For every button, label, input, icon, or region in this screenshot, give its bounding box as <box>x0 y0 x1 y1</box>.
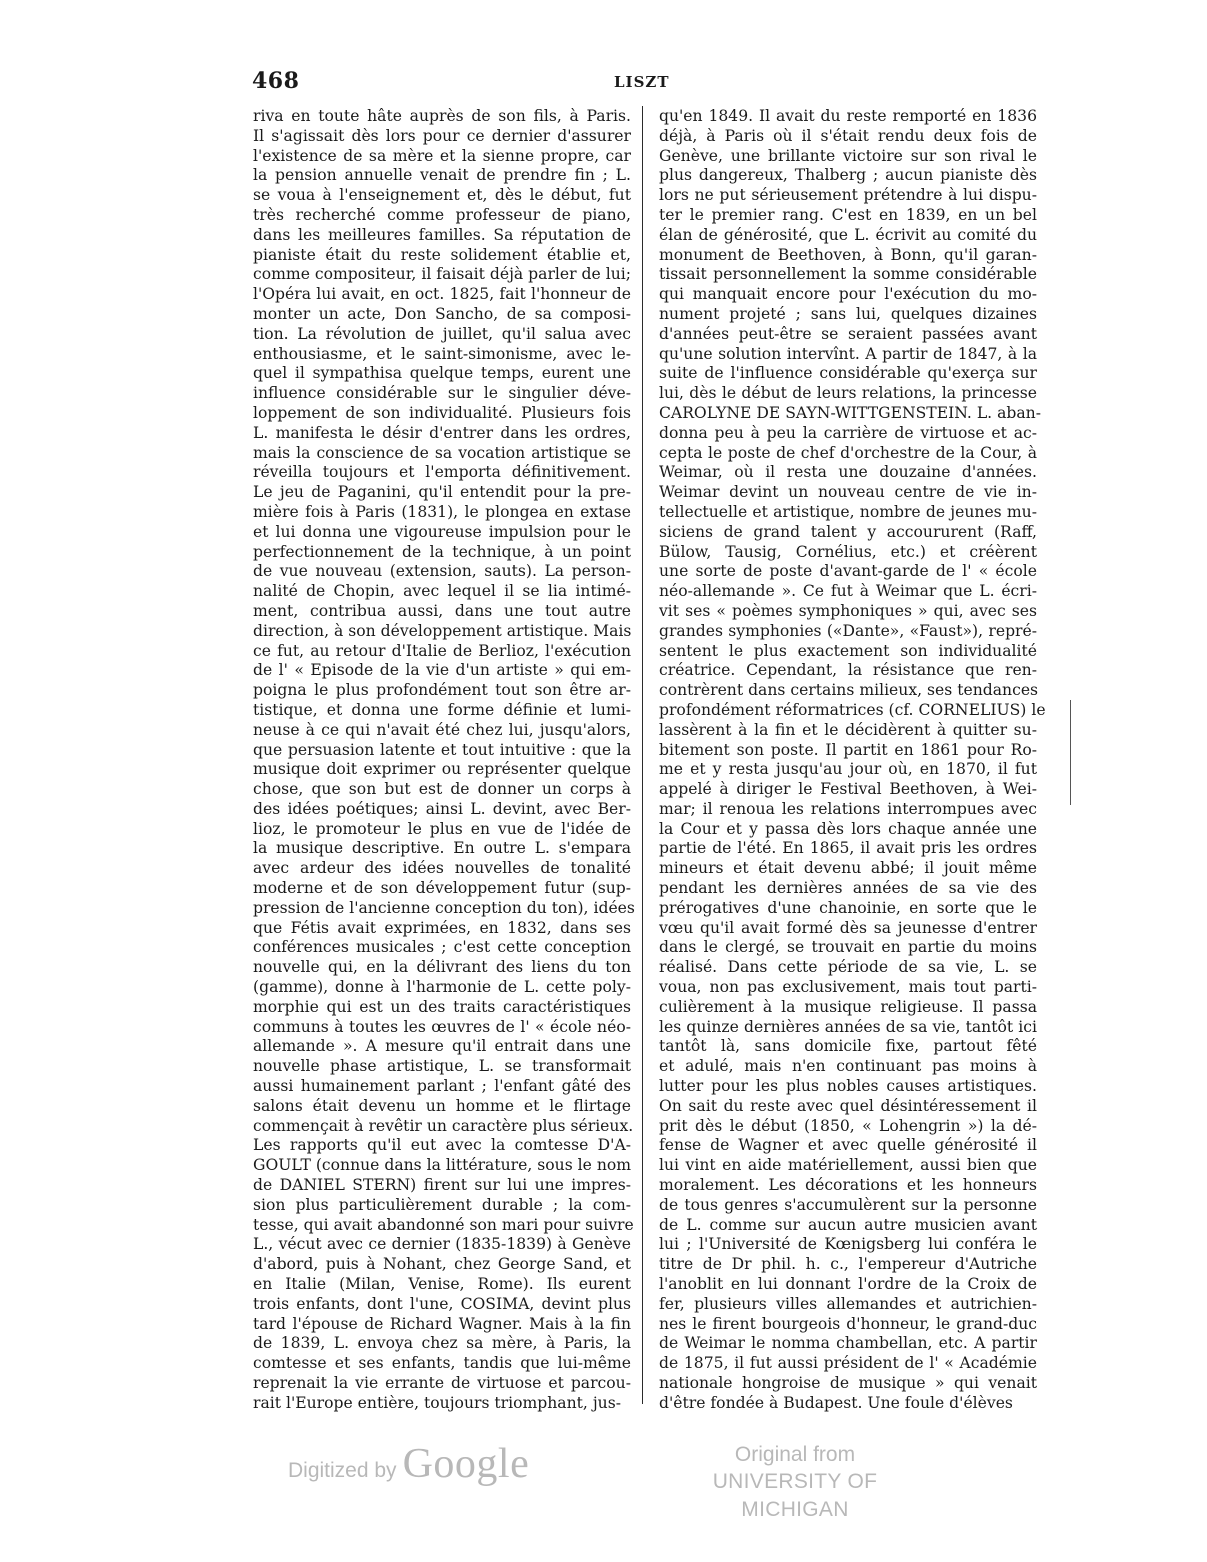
original-from-label: Original from <box>734 1443 856 1466</box>
text-line: lors ne put sérieusement prétendre à lui dispu- <box>659 186 1037 205</box>
text-line: rait l'Europe entière, toujours triomphant, jus- <box>253 1393 621 1412</box>
text-line: tissait personnellement la somme considérable <box>659 265 1037 284</box>
text-line: pendant les dernières années de sa vie des <box>659 879 1037 898</box>
text-line: loppement de son individualité. Plusieurs fois <box>253 403 631 422</box>
text-line: cepta le poste de chef d'orchestre de la Cour, à <box>659 443 1037 462</box>
text-line: vœu qu'il avait formé dès sa jeunesse d'entrer <box>659 918 1037 937</box>
text-line: donna peu à peu la carrière de virtuose et ac- <box>659 423 1037 442</box>
text-line: pression de l'ancienne conception du ton), idées <box>253 898 635 917</box>
text-line: Bülow, Tausig, Cornélius, etc.) et créèrent <box>659 542 1037 561</box>
text-line: qui manquait encore pour l'exécution du mo- <box>659 285 1037 304</box>
text-line: profondément réformatrices (cf. CORNELIUS) le <box>659 700 1046 719</box>
text-line: salons était devenu un homme et le flirtage <box>253 1096 631 1115</box>
text-line: On sait du reste avec quel désintéressement il <box>659 1096 1037 1115</box>
text-line: se voua à l'enseignement et, dès le début, fut <box>253 186 631 205</box>
text-line: conférences musicales ; c'est cette conception <box>253 938 631 957</box>
text-line: Genève, une brillante victoire sur son rival le <box>659 146 1037 165</box>
text-line: enthousiasme, et le saint-simonisme, avec le- <box>253 344 631 363</box>
text-line: nument projeté ; sans lui, quelques dizaines <box>659 304 1037 323</box>
text-line: riva en toute hâte auprès de son fils, à Paris. <box>253 107 631 125</box>
text-line: morphie qui est un des traits caractéristiques <box>253 997 631 1016</box>
text-line: contrèrent dans certains milieux, ses tendances <box>659 681 1039 700</box>
text-line: GOULT (connue dans la littérature, sous le nom <box>253 1156 632 1175</box>
text-line: monter un acte, Don Sancho, de sa composi- <box>253 304 631 323</box>
text-line: Le jeu de Paganini, qu'il entendit pour la pre- <box>253 483 631 502</box>
text-line: la pension annuelle venait de prendre fin ; L. <box>253 166 631 185</box>
text-line: tantôt là, sans domicile fixe, partout fêté <box>659 1037 1037 1056</box>
text-line: commençait à revêtir un caractère plus sérieux. <box>253 1116 634 1135</box>
digitized-by-watermark <box>288 1440 529 1488</box>
text-line: en Italie (Milan, Venise, Rome). Ils eurent <box>253 1275 631 1294</box>
text-line: CAROLYNE DE SAYN-WITTGENSTEIN. L. aban- <box>659 403 1041 422</box>
text-line: sentent le plus exactement son individualité <box>659 641 1037 660</box>
text-line: nalité de Chopin, avec lequel il se lia intimé- <box>253 582 631 601</box>
text-line: que persuasion latente et tout intuitive : que la <box>253 740 631 759</box>
text-line: grandes symphonies («Dante», «Faust»), repré- <box>659 621 1037 640</box>
text-line: trois enfants, dont l'une, COSIMA, devint plus <box>253 1294 631 1313</box>
text-line: ter le premier rang. C'est en 1839, en un bel <box>659 205 1037 224</box>
text-line: comtesse et ses enfants, tandis que lui-même <box>253 1354 631 1373</box>
text-line: lioz, le promoteur le plus en vue de l'idée de <box>253 819 631 838</box>
text-column-left <box>253 107 635 1414</box>
text-line: siciens de grand talent y accoururent (Raff, <box>659 522 1037 541</box>
text-line: de Weimar le nomma chambellan, etc. A partir <box>659 1334 1037 1353</box>
text-line: lui ; l'Université de Kœnigsberg lui conféra le <box>659 1235 1037 1254</box>
text-line: nouvelle phase artistique, L. se transformait <box>253 1057 631 1076</box>
text-line: prit dès le début (1850, « Lohengrin ») la dé- <box>659 1116 1037 1135</box>
text-line: des idées poétiques; ainsi L. devint, avec Ber- <box>253 799 631 818</box>
google-logo: Google <box>402 1441 530 1487</box>
text-line: lutter pour les plus nobles causes artistiques. <box>659 1077 1037 1096</box>
text-line: allemande ». A mesure qu'il entrait dans une <box>253 1037 631 1056</box>
column-divider <box>642 106 643 1404</box>
text-line: suite de l'influence considérable qu'exerça sur <box>659 364 1037 383</box>
text-line: communs à toutes les œuvres de l' « école néo- <box>253 1017 631 1036</box>
text-line: ment, contribua aussi, dans une tout autre <box>253 601 631 620</box>
text-line: L. manifesta le désir d'entrer dans les ordres, <box>253 423 631 442</box>
digitized-by-label: Digitized by <box>288 1459 397 1482</box>
text-line: nationale hongroise de musique » qui venait <box>659 1374 1037 1392</box>
text-line: Weimar, où il resta une douzaine d'années. <box>659 463 1037 482</box>
text-line: fense de Wagner et avec quelle générosité il <box>659 1136 1037 1155</box>
text-line: Les rapports qu'il eut avec la comtesse D'A- <box>253 1136 631 1155</box>
text-line: voua, non pas exclusivement, mais tout parti- <box>659 978 1037 997</box>
text-line: chose, que son but est de donner un corps à <box>253 780 631 799</box>
text-line: nouvelle qui, en la délivrant des liens du ton <box>253 958 631 977</box>
text-line: d'abord, puis à Nohant, chez George Sand, et <box>253 1255 631 1274</box>
text-line: les quinze dernières années de sa vie, tantôt ici <box>659 1017 1037 1036</box>
text-line: influence considérable sur le singulier déve- <box>253 384 631 403</box>
text-line: pianiste était du reste solidement établie et, <box>253 245 631 264</box>
text-line: de L. comme sur aucun autre musicien avant <box>659 1215 1037 1234</box>
text-line: tard l'épouse de Richard Wagner. Mais à la fin <box>253 1314 631 1333</box>
text-line: tellectuelle et artistique, nombre de jeunes mu- <box>659 502 1037 521</box>
text-line: lui, dès le début de leurs relations, la princesse <box>659 384 1037 403</box>
text-line: de 1875, il fut aussi président de l' « Académie <box>659 1354 1037 1373</box>
text-line: de tous genres s'accumulèrent sur la personne <box>659 1195 1037 1214</box>
text-line: moderne et de son développement futur (sup- <box>253 879 631 898</box>
text-line: lassèrent à la fin et le décidèrent à quitter su- <box>659 720 1037 739</box>
text-line: moralement. Les décorations et les honneurs <box>659 1176 1037 1195</box>
text-line: quel il sympathisa quelque temps, eurent une <box>253 364 631 383</box>
text-line: une sorte de poste d'avant-garde de l' « école <box>659 562 1037 581</box>
text-line: plus dangereux, Thalberg ; aucun pianiste dès <box>659 166 1037 185</box>
text-line: tistique, et donna une forme définie et lumi- <box>253 700 631 719</box>
text-line: direction, à son développement artistique. Mais <box>253 621 632 640</box>
text-line: partie de l'été. En 1865, il avait pris les ordres <box>659 839 1037 858</box>
text-line: dans le clergé, se trouvait en partie du moins <box>659 938 1037 957</box>
text-line: fer, plusieurs villes allemandes et autrichien- <box>659 1294 1037 1313</box>
text-line: de 1839, L. envoya chez sa mère, à Paris, la <box>253 1334 631 1353</box>
text-line: et lui donna une vigoureuse impulsion pour le <box>253 522 631 541</box>
text-line: élan de générosité, que L. écrivit au comité du <box>659 225 1037 244</box>
text-line: d'être fondée à Budapest. Une foule d'élèves <box>659 1393 1013 1412</box>
text-line: titre de Dr phil. h. c., l'empereur d'Autriche <box>659 1255 1037 1274</box>
text-line: tesse, qui avait abandonné son mari pour suivre <box>253 1215 634 1234</box>
text-line: dans les meilleures familles. Sa réputation de <box>253 225 631 244</box>
text-line: d'années peut-être se seraient passées avant <box>659 324 1037 343</box>
text-line: de vue nouveau (extension, sauts). La person- <box>253 562 631 581</box>
text-line: l'existence de sa mère et la sienne propre, car <box>253 146 631 165</box>
text-line: déjà, à Paris où il s'était rendu deux fois de <box>659 126 1037 145</box>
text-line: (gamme), donne à l'harmonie de L. cette poly- <box>253 978 631 997</box>
text-line: la musique descriptive. En outre L. s'empara <box>253 839 631 858</box>
text-line: bitement son poste. Il partit en 1861 pour Ro- <box>659 740 1037 759</box>
text-line: mar; il renoua les relations interrompues avec <box>659 799 1037 818</box>
text-line: très recherché comme professeur de piano, <box>253 205 631 224</box>
text-line: vit ses « poèmes symphoniques » qui, avec ses <box>659 601 1037 620</box>
scan-edge-mark <box>1070 700 1071 805</box>
original-from-watermark <box>660 1442 930 1524</box>
text-line: tion. La révolution de juillet, qu'il salua avec <box>253 324 631 343</box>
text-line: créatrice. Cependant, la résistance que ren- <box>659 661 1037 680</box>
text-line: L., vécut avec ce dernier (1835-1839) à Genève <box>253 1235 631 1254</box>
text-line: monument de Beethoven, à Bonn, qu'il garan- <box>659 245 1037 264</box>
text-line: qu'une solution intervînt. A partir de 1847, à la <box>659 344 1037 363</box>
text-line: perfectionnement de la technique, à un point <box>253 542 631 561</box>
running-title: LISZT <box>614 73 670 91</box>
text-line: l'anoblit en lui donnant l'ordre de la Croix de <box>659 1275 1037 1294</box>
text-line: appelé à diriger le Festival Beethoven, à Wei- <box>659 780 1037 799</box>
text-line: mais la conscience de sa vocation artistique se <box>253 443 631 462</box>
text-line: neuse à ce qui n'avait été chez lui, jusqu'alors, <box>253 720 631 739</box>
text-line: réveilla toujours et l'emporta définitivement. <box>253 463 631 482</box>
text-column-right <box>659 107 1046 1414</box>
text-line: reprenait la vie errante de virtuose et parcou- <box>253 1374 631 1392</box>
text-line: qu'en 1849. Il avait du reste remporté en 1836 <box>659 107 1037 125</box>
text-line: l'Opéra lui avait, en oct. 1825, fait l'honneur de <box>253 285 631 304</box>
text-line: comme compositeur, il faisait déjà parler de lui; <box>253 265 631 284</box>
text-line: culièrement à la musique religieuse. Il passa <box>659 997 1037 1016</box>
text-line: lui vint en aide matériellement, aussi bien que <box>659 1156 1037 1175</box>
text-line: de DANIEL STERN) firent sur lui une impres- <box>253 1176 631 1195</box>
text-line: prérogatives d'une chanoinie, en sorte que le <box>659 898 1037 917</box>
text-line: sion plus particulièrement durable ; la com- <box>253 1195 631 1214</box>
text-line: Il s'agissait dès lors pour ce dernier d'assurer <box>253 126 631 145</box>
text-line: me et y resta jusqu'au jour où, en 1870, il fut <box>659 760 1037 779</box>
text-line: la Cour et y passa dès lors chaque année une <box>659 819 1037 838</box>
text-line: que Fétis avait exprimées, en 1832, dans ses <box>253 918 631 937</box>
university-label: UNIVERSITY OF MICHIGAN <box>712 1470 878 1521</box>
text-line: ce fut, au retour d'Italie de Berlioz, l'exécution <box>253 641 631 660</box>
text-line: mière fois à Paris (1831), le plongea en extase <box>253 502 631 521</box>
text-line: poigna le plus profondément tout son être ar- <box>253 681 631 700</box>
text-line: mineurs et était devenu abbé; il jouit même <box>659 859 1037 878</box>
text-line: de l' « Episode de la vie d'un artiste » qui em- <box>253 661 631 680</box>
text-line: musique doit exprimer ou représenter quelque <box>253 760 631 779</box>
text-line: et adulé, mais n'en continuant pas moins à <box>659 1057 1037 1076</box>
text-line: réalisé. Dans cette période de sa vie, L. se <box>659 958 1037 977</box>
text-line: aussi humainement parlant ; l'enfant gâté des <box>253 1077 631 1096</box>
text-line: nes le firent bourgeois d'honneur, le grand-duc <box>659 1314 1037 1333</box>
text-line: Weimar devint un nouveau centre de vie in- <box>659 483 1037 502</box>
text-line: néo-allemande ». Ce fut à Weimar que L. écri- <box>659 582 1037 601</box>
text-line: avec ardeur des idées nouvelles de tonalité <box>253 859 631 878</box>
page-number: 468 <box>252 68 300 94</box>
